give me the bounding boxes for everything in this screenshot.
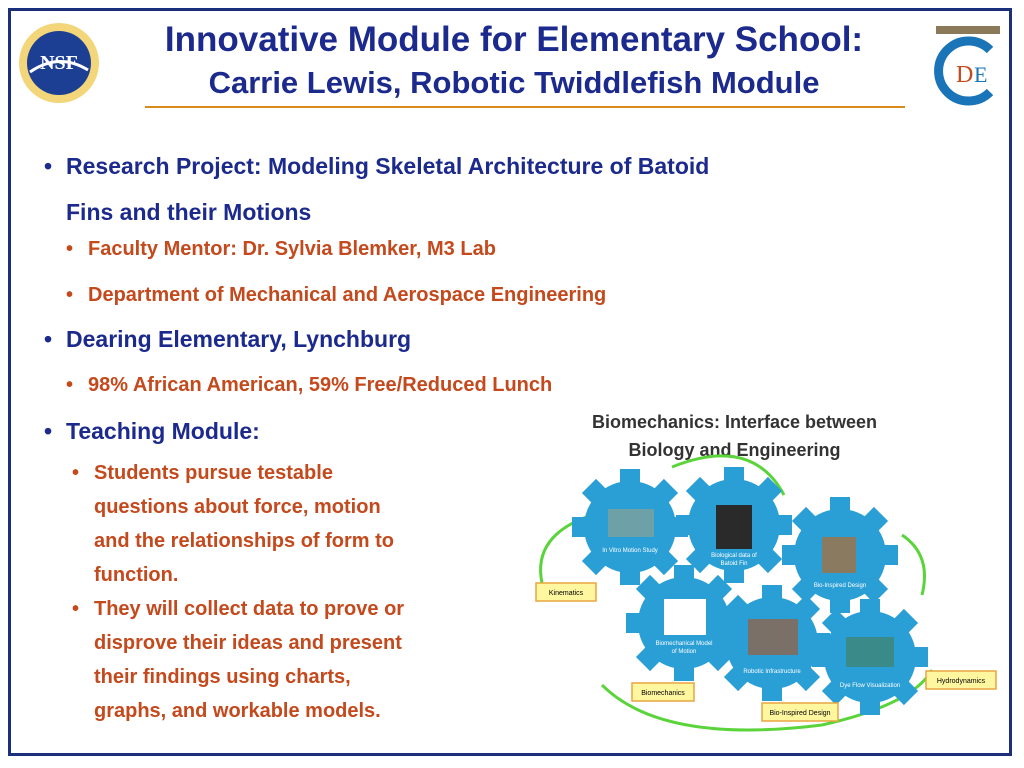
title-rule bbox=[145, 106, 905, 108]
nsf-logo bbox=[18, 22, 100, 104]
cde-letter-d: D bbox=[956, 62, 974, 88]
label-kinematics: Kinematics bbox=[548, 590, 584, 597]
label-hydrodynamics: Hydrodynamics bbox=[936, 678, 986, 685]
biomechanics-figure bbox=[522, 405, 1006, 751]
bullet-department: • Department of Mechanical and Aerospace Engineering bbox=[66, 284, 607, 306]
cde-letter-e: E bbox=[974, 62, 988, 87]
collect-line: graphs, and workable models. bbox=[94, 700, 381, 722]
bullet-students: • Students pursue testable questions about force, motion and the relationships of form to function. bbox=[94, 456, 394, 592]
title-line-1: Innovative Module for Elementary School: bbox=[164, 20, 864, 59]
label-biomechanics: Biomechanics bbox=[641, 690, 685, 697]
bullet-teaching: • Teaching Module: bbox=[44, 418, 260, 444]
bullet-research: • Research Project: Modeling Skeletal Architecture of Batoid Fins and their Motions bbox=[66, 143, 709, 235]
students-line: questions about force, motion bbox=[94, 496, 381, 518]
bullet-demographics: • 98% African American, 59% Free/Reduced Lunch bbox=[66, 374, 553, 396]
title-line-2: Carrie Lewis, Robotic Twiddlefish Module bbox=[208, 65, 820, 100]
collect-line: disprove their ideas and present bbox=[94, 632, 402, 654]
caption-bio-inspired: Bio-Inspired Design bbox=[813, 583, 867, 589]
caption-in-vitro: In Vitro Motion Study bbox=[602, 548, 658, 554]
caption-biomech-2: of Motion bbox=[671, 649, 697, 655]
students-line: function. bbox=[94, 564, 179, 586]
bullet-school: • Dearing Elementary, Lynchburg bbox=[44, 326, 412, 352]
bullet-research-line-1: Research Project: Modeling Skeletal Architecture of Batoid bbox=[66, 153, 710, 179]
caption-biological-2: Batoid Fin bbox=[720, 561, 748, 567]
bullet-research-line-2: Fins and their Motions bbox=[66, 199, 312, 225]
students-line: and the relationships of form to bbox=[94, 530, 395, 552]
cde-logo bbox=[930, 20, 1006, 106]
label-bio-inspired-design: Bio-Inspired Design bbox=[769, 710, 831, 717]
caption-dye-flow: Dye Flow Visualization bbox=[839, 683, 901, 689]
collect-line: their findings using charts, bbox=[94, 666, 351, 688]
caption-robotic: Robotic Infrastructure bbox=[743, 669, 801, 675]
collect-line: They will collect data to prove or bbox=[94, 598, 405, 620]
bullet-mentor: • Faculty Mentor: Dr. Sylvia Blemker, M3 Lab bbox=[66, 238, 496, 260]
svg-text:NSF: NSF bbox=[40, 52, 78, 74]
caption-biomech-1: Biomechanical Model bbox=[655, 641, 713, 647]
bullet-collect: • They will collect data to prove or disprove their ideas and present their findings using charts, graphs, and workable models. bbox=[94, 592, 404, 728]
figure-title: Biomechanics: Interface between Biology and Engineering bbox=[591, 412, 878, 460]
caption-biological-1: Biological data of bbox=[711, 553, 757, 559]
students-line: Students pursue testable bbox=[94, 462, 333, 484]
